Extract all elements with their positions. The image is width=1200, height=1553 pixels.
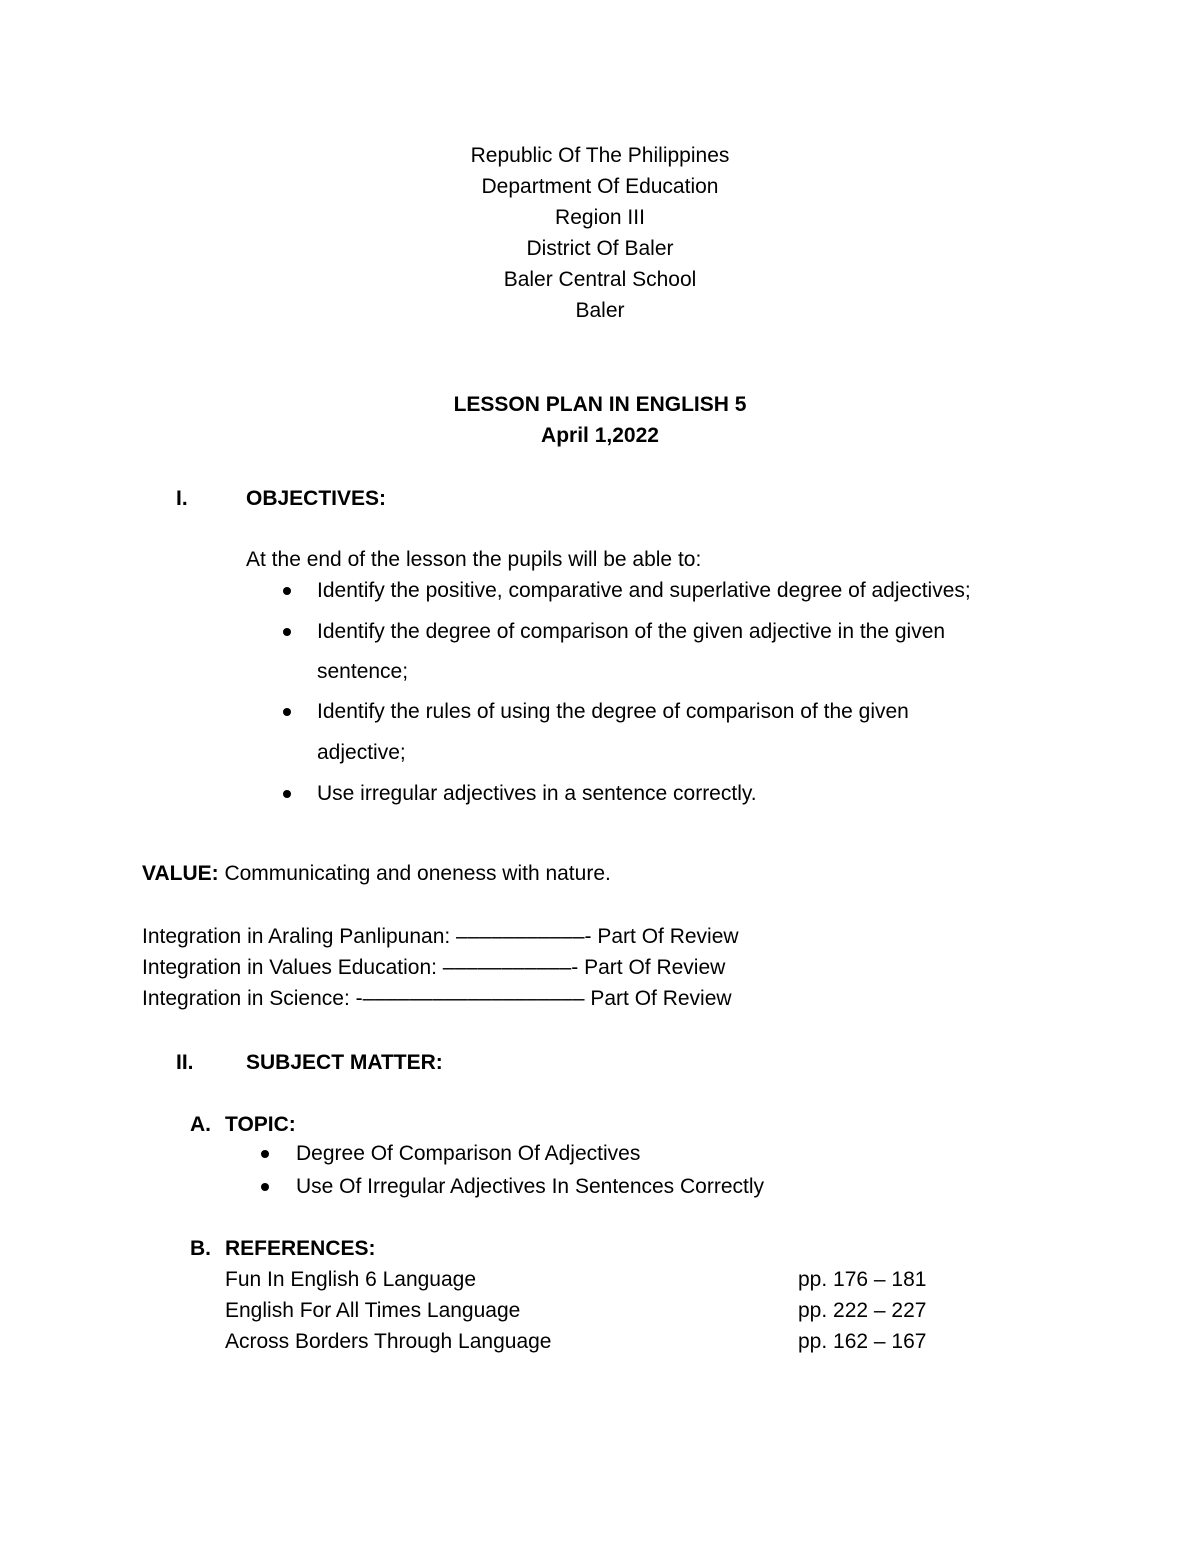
page-title: LESSON PLAN IN ENGLISH 5 bbox=[453, 393, 747, 416]
list-item-continuation: adjective; bbox=[317, 741, 406, 764]
bullet-icon bbox=[283, 708, 291, 716]
bullet-icon bbox=[283, 587, 291, 595]
list-item: Identify the degree of comparison of the given adjective in the given bbox=[317, 620, 946, 643]
section-numeral: I. bbox=[176, 487, 188, 510]
reference-pages: pp. 176 – 181 bbox=[798, 1268, 927, 1291]
subsection-label: A. bbox=[190, 1113, 211, 1136]
section-numeral: II. bbox=[176, 1051, 194, 1074]
section-heading: OBJECTIVES: bbox=[246, 487, 387, 510]
value-label: VALUE: bbox=[142, 862, 219, 885]
reference-title: Fun In English 6 Language bbox=[225, 1268, 477, 1291]
list-item: Identify the positive, comparative and superlative degree of adjectives; bbox=[317, 579, 971, 602]
reference-title: English For All Times Language bbox=[225, 1299, 521, 1322]
integration-line: Integration in Araling Panlipunan: –––––––––––- Part Of Review bbox=[142, 925, 739, 948]
section-heading: SUBJECT MATTER: bbox=[246, 1051, 443, 1074]
subsection-label: B. bbox=[190, 1237, 211, 1260]
list-item: Identify the rules of using the degree of comparison of the given bbox=[317, 700, 909, 723]
bullet-icon bbox=[261, 1150, 269, 1158]
header-line: Region III bbox=[555, 206, 645, 229]
list-item: Use Of Irregular Adjectives In Sentences Correctly bbox=[296, 1175, 765, 1198]
list-item-continuation: sentence; bbox=[317, 660, 409, 683]
lesson-date: April 1,2022 bbox=[541, 424, 659, 447]
header-line: Department Of Education bbox=[481, 175, 719, 198]
list-item: Use irregular adjectives in a sentence correctly. bbox=[317, 782, 757, 805]
bullet-icon bbox=[261, 1183, 269, 1191]
integration-line: Integration in Science: -––––––––––––––––––– Part Of Review bbox=[142, 987, 732, 1010]
subsection-heading: TOPIC: bbox=[225, 1113, 296, 1136]
subsection-heading: REFERENCES: bbox=[225, 1237, 376, 1260]
header-line: District Of Baler bbox=[526, 237, 674, 260]
header-line: Baler Central School bbox=[503, 268, 697, 291]
integration-line: Integration in Values Education: –––––––––––- Part Of Review bbox=[142, 956, 726, 979]
value-statement bbox=[142, 858, 611, 889]
header-line: Republic Of The Philippines bbox=[470, 144, 730, 167]
bullet-icon bbox=[283, 628, 291, 636]
list-item: Degree Of Comparison Of Adjectives bbox=[296, 1142, 641, 1165]
reference-pages: pp. 162 – 167 bbox=[798, 1330, 927, 1353]
bullet-icon bbox=[283, 790, 291, 798]
reference-pages: pp. 222 – 227 bbox=[798, 1299, 927, 1322]
objectives-intro: At the end of the lesson the pupils will be able to: bbox=[246, 548, 702, 571]
reference-title: Across Borders Through Language bbox=[225, 1330, 552, 1353]
header-line: Baler bbox=[575, 299, 625, 322]
value-text: Communicating and oneness with nature. bbox=[218, 862, 611, 885]
